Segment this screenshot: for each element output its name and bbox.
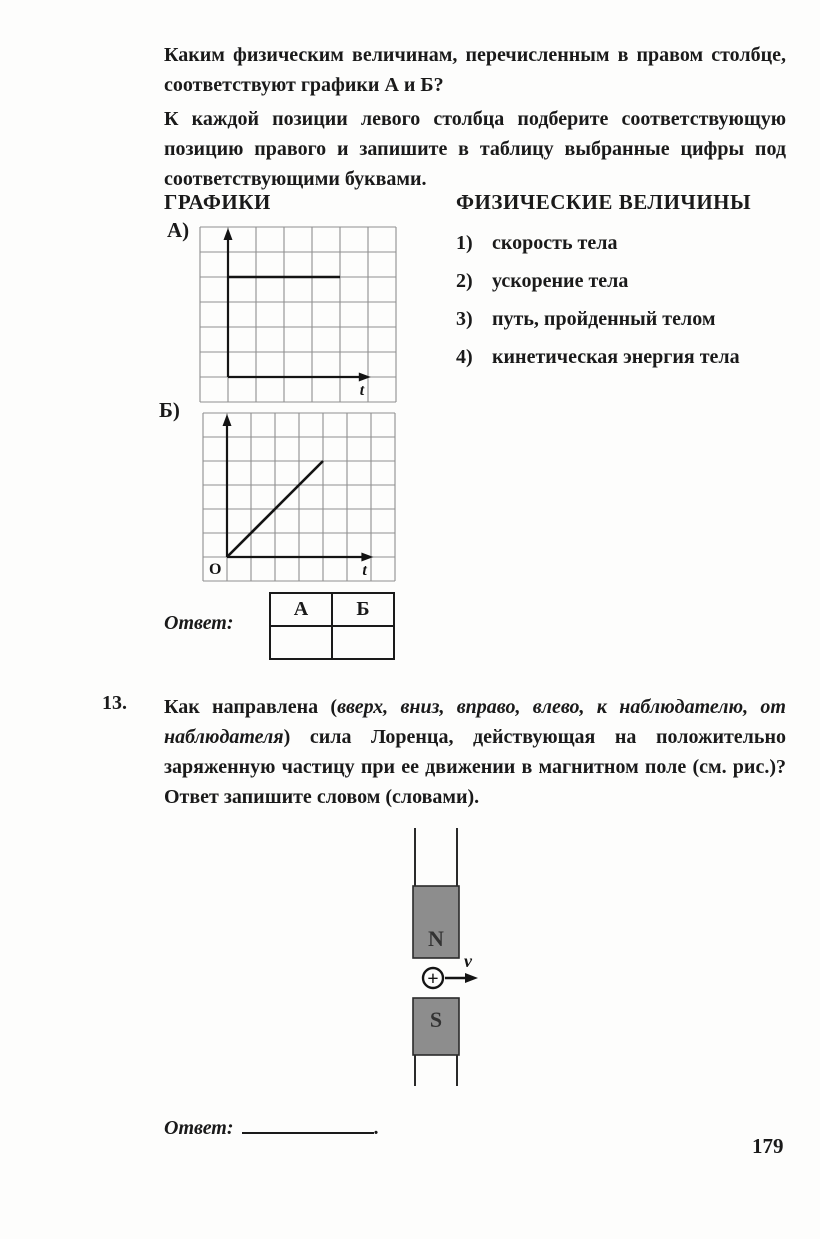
q13-direction-options: вверх, вниз, вправо, влево, к наблюдателю, от наблюдателя — [164, 696, 786, 748]
graph-a — [199, 226, 397, 403]
answer-period: . — [373, 1117, 379, 1139]
q13-text-end: ) сила Лоренца, действующая на положительно заряженную частицу при ее движении в магнитном поле (см. рис.)? Ответ запишите словом (словами). — [164, 726, 786, 808]
quantity-number: 2) — [456, 270, 473, 292]
magnet-figure — [405, 826, 490, 1088]
quantity-item — [456, 224, 740, 262]
x-axis-label: t — [362, 562, 367, 579]
answer-table-header-row — [270, 593, 394, 626]
question-13-number: 13. — [102, 692, 127, 714]
quantity-number: 4) — [456, 346, 473, 368]
quantity-number: 1) — [456, 232, 473, 254]
quantities-column-header: ФИЗИЧЕСКИЕ ВЕЛИЧИНЫ — [456, 190, 752, 214]
origin-label: O — [209, 561, 222, 578]
graphs-column-header: ГРАФИКИ — [164, 190, 271, 214]
question-graphs-intro: Каким физическим величинам, перечисленным в правом столбце, соответствуют графики А и Б? — [164, 44, 786, 96]
answer-table-value-row — [270, 626, 394, 659]
graph-b-label: Б) — [159, 398, 180, 422]
answer-table-header-b: Б — [332, 593, 394, 626]
quantity-label: путь, пройденный телом — [492, 308, 716, 330]
quantity-item — [456, 300, 740, 338]
answer-cell-b[interactable] — [332, 626, 394, 659]
quantity-label: скорость тела — [492, 232, 618, 254]
axes — [224, 228, 371, 382]
quantity-label: ускорение тела — [492, 270, 629, 292]
answer-table — [269, 592, 395, 660]
south-pole-label: S — [429, 1007, 443, 1032]
x-axis-arrow — [361, 553, 373, 562]
quantity-item — [456, 338, 740, 376]
graph-b — [202, 412, 396, 582]
answer-blank-line[interactable] — [242, 1112, 374, 1134]
answer-row-q13 — [164, 1112, 379, 1140]
page-number: 179 — [752, 1134, 784, 1158]
y-axis-arrow — [223, 414, 232, 426]
quantity-item — [456, 262, 740, 300]
y-axis-arrow — [224, 228, 233, 240]
question-graphs-instructions: К каждой позиции левого столбца подберите соответствующую позицию правого и запишите в таблицу выбранные цифры под соответствующими буквами. — [164, 108, 786, 190]
question-13-text — [164, 692, 786, 812]
x-axis-label: t — [359, 382, 365, 399]
velocity-label: v — [464, 951, 472, 971]
answer-label-q13: Ответ: — [164, 1117, 234, 1139]
velocity-arrow-head — [465, 973, 478, 983]
quantity-number: 3) — [456, 308, 473, 330]
particle-plus-sign: + — [427, 968, 439, 990]
q13-text-start: Как направлена ( — [164, 696, 338, 718]
x-axis-arrow — [359, 373, 371, 382]
north-pole-label: N — [428, 926, 444, 951]
quantity-label: кинетическая энергия тела — [492, 346, 740, 368]
graph-a-label: А) — [167, 218, 190, 242]
answer-table-header-a: А — [270, 593, 332, 626]
quantities-list — [456, 224, 740, 376]
answer-label-graphs: Ответ: — [164, 612, 234, 634]
answer-cell-a[interactable] — [270, 626, 332, 659]
